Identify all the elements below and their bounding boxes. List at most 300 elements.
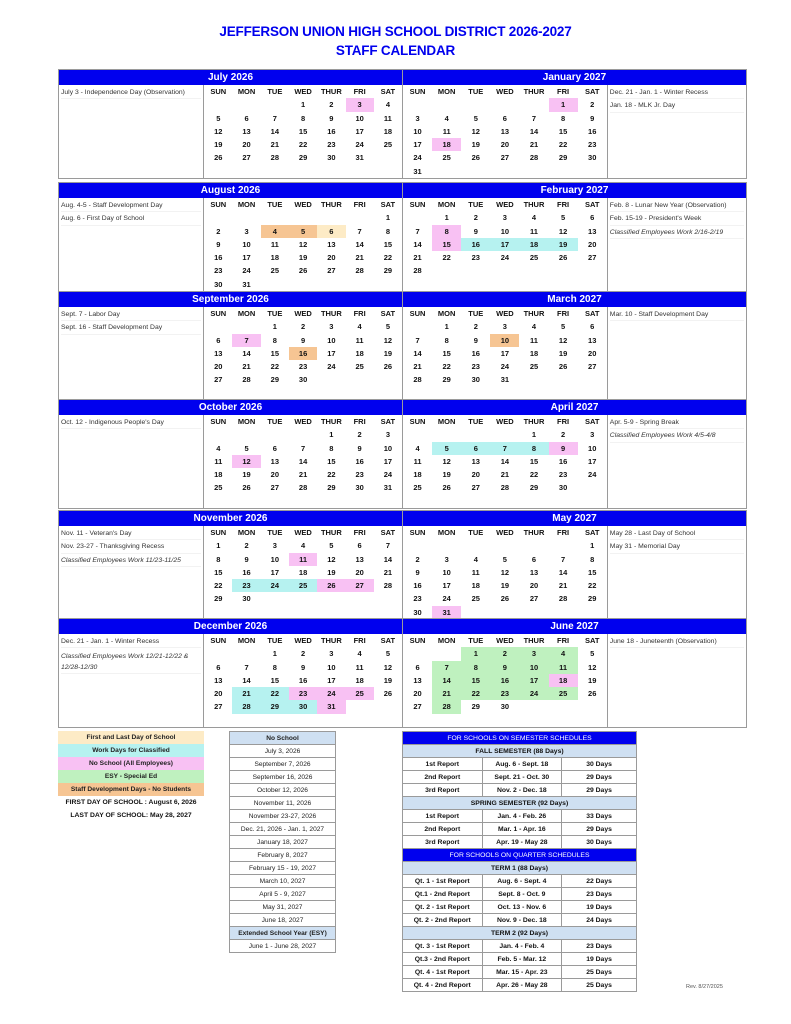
month-notes	[608, 198, 746, 291]
week-row	[204, 481, 402, 494]
day-cell: 12	[383, 662, 393, 672]
day-cell: 4	[301, 541, 306, 551]
empty-cell	[490, 428, 519, 441]
day-cell: 5	[561, 322, 566, 332]
schedule-days: 19 Days	[562, 953, 637, 966]
day-cell: 1	[272, 322, 277, 332]
empty-cell	[432, 539, 461, 552]
week-row-empty	[403, 495, 607, 508]
day-cell: 3	[444, 554, 449, 564]
day-cell: 16	[355, 456, 364, 466]
schedule-days: 30 Days	[562, 758, 637, 771]
day-cell: 29	[529, 483, 539, 493]
schedule-row	[403, 771, 637, 784]
day-cell: 11	[383, 113, 392, 123]
weekday-header: THUR	[320, 309, 342, 318]
day-cell: 22	[442, 362, 451, 372]
day-cell: 23	[214, 266, 223, 276]
day-cell: 26	[383, 362, 393, 372]
weekday-header: WED	[496, 200, 514, 209]
schedule-row	[403, 940, 637, 953]
day-cell: 10	[500, 226, 510, 236]
month-note: Feb. 8 - Lunar New Year (Observation)	[610, 199, 744, 212]
day-cell: 28	[383, 581, 393, 591]
month-title: November 2026	[59, 511, 402, 526]
weekday-header: THUR	[523, 200, 545, 209]
calendar-grid	[203, 198, 402, 291]
schedule-row	[403, 914, 637, 927]
empty-cell	[289, 592, 317, 605]
day-cell: 31	[413, 166, 422, 176]
day-cell: 18	[432, 138, 461, 151]
day-cell: 17	[383, 456, 393, 466]
weekday-header: SUN	[210, 200, 227, 209]
month-notes	[608, 634, 746, 727]
day-cell: 9	[216, 239, 221, 249]
day-cell: 19	[242, 470, 251, 480]
empty-cell	[346, 373, 374, 386]
empty-cell	[578, 264, 607, 277]
day-cell: 4	[549, 647, 578, 660]
month-note: Oct. 12 - Indigenous People's Day	[61, 416, 201, 429]
day-cell: 27	[529, 594, 539, 604]
weekday-header: MON	[237, 87, 256, 96]
day-cell: 8	[301, 113, 306, 123]
schedule-dates: Jan. 4 - Feb. 26	[482, 810, 562, 823]
day-cell: 7	[385, 541, 390, 551]
weekday-header: FRI	[557, 636, 570, 645]
week-row	[204, 211, 402, 224]
week-row	[204, 112, 402, 125]
month-note: Apr. 5-9 - Spring Break	[610, 416, 744, 429]
weekday-header: THUR	[523, 636, 545, 645]
month-title: February 2027	[403, 183, 746, 198]
weekday-header: SUN	[210, 417, 227, 426]
day-cell: 7	[490, 442, 519, 455]
empty-cell	[549, 165, 578, 178]
day-cell: 24	[588, 470, 597, 480]
day-cell: 9	[329, 113, 334, 123]
week-row	[403, 320, 607, 333]
no-school-date: September 7, 2026	[230, 758, 336, 771]
weekday-header: SUN	[409, 87, 426, 96]
month-february-2027	[402, 182, 747, 292]
month-note: Aug. 6 - First Day of School	[61, 212, 201, 225]
day-cell: 29	[471, 702, 480, 712]
day-cell: 6	[216, 662, 221, 672]
day-cell: 8	[561, 113, 566, 123]
day-cell: 19	[471, 140, 480, 150]
legend-classified-work: Work Days for Classified	[58, 744, 204, 757]
day-cell: 3	[272, 541, 277, 551]
day-cell: 13	[242, 126, 251, 136]
schedule-dates: Mar. 15 - Apr. 23	[482, 966, 562, 979]
schedule-row	[403, 823, 637, 836]
weekday-header: WED	[294, 636, 312, 645]
day-cell: 28	[413, 266, 422, 276]
day-cell: 8	[272, 335, 277, 345]
day-cell: 23	[558, 470, 568, 480]
empty-cell	[374, 373, 402, 386]
schedule-days: 25 Days	[562, 979, 637, 992]
week-row	[403, 428, 607, 441]
day-cell: 12	[327, 554, 336, 564]
day-cell: 17	[588, 456, 597, 466]
day-cell: 13	[413, 675, 422, 685]
schedule-dates: Sept. 21 - Oct. 30	[482, 771, 562, 784]
day-cell: 22	[298, 140, 308, 150]
day-cell: 1	[444, 322, 449, 332]
weekday-header: FRI	[557, 200, 570, 209]
month-title: September 2026	[59, 292, 402, 307]
schedule-days: 25 Days	[562, 966, 637, 979]
day-cell: 18	[298, 567, 308, 577]
empty-cell	[519, 373, 548, 386]
day-cell: 9	[244, 554, 249, 564]
schedule-period: Qt. 1 - 1st Report	[403, 875, 483, 888]
day-cell: 20	[214, 689, 223, 699]
week-row	[204, 687, 402, 700]
day-cell: 1	[216, 541, 221, 551]
week-row	[204, 455, 402, 468]
day-cell: 15	[327, 456, 336, 466]
empty-cell	[261, 98, 289, 111]
day-cell: 10	[442, 567, 451, 577]
day-cell: 1	[385, 213, 390, 223]
day-cell: 12	[383, 335, 393, 345]
day-cell: 9	[549, 442, 578, 455]
weekday-header: SAT	[584, 417, 600, 426]
week-row	[403, 125, 607, 138]
day-cell: 11	[442, 126, 451, 136]
month-notes	[59, 526, 203, 619]
day-cell: 22	[442, 253, 451, 263]
day-cell: 28	[355, 266, 364, 276]
day-cell: 26	[558, 362, 568, 372]
weekday-header: MON	[437, 200, 456, 209]
schedule-days: 23 Days	[562, 940, 637, 953]
empty-cell	[490, 264, 519, 277]
day-cell: 12	[471, 126, 480, 136]
calendar-grid	[203, 634, 402, 727]
schedule-row	[403, 875, 637, 888]
day-cell: 21	[558, 581, 568, 591]
day-cell: 26	[500, 594, 510, 604]
day-cell: 5	[385, 649, 390, 659]
day-cell: 17	[327, 675, 336, 685]
calendar-grid	[203, 307, 402, 400]
day-cell: 14	[355, 239, 364, 249]
day-cell: 18	[355, 348, 364, 358]
weekday-header: SAT	[584, 200, 600, 209]
weekday-header: TUE	[267, 200, 283, 209]
day-cell: 14	[558, 567, 568, 577]
day-cell: 21	[413, 253, 422, 263]
day-cell: 14	[242, 675, 251, 685]
day-cell: 15	[298, 126, 308, 136]
day-cell: 28	[270, 153, 279, 163]
week-row	[204, 334, 402, 347]
day-cell: 2	[216, 226, 221, 236]
weekday-header: SAT	[380, 309, 396, 318]
empty-cell	[578, 481, 607, 494]
day-cell: 29	[214, 594, 223, 604]
day-cell: 6	[357, 541, 362, 551]
empty-cell	[403, 647, 432, 660]
week-row	[204, 566, 402, 579]
empty-cell	[317, 278, 345, 291]
day-cell: 26	[471, 153, 480, 163]
week-row	[204, 661, 402, 674]
day-cell: 30	[500, 702, 510, 712]
calendar-grid	[203, 85, 402, 178]
day-cell: 12	[298, 239, 308, 249]
day-cell: 28	[298, 483, 308, 493]
day-cell: 13	[327, 239, 336, 249]
day-cell: 13	[588, 226, 597, 236]
week-row	[204, 579, 402, 592]
day-cell: 22	[529, 470, 539, 480]
day-cell: 14	[242, 348, 251, 358]
week-row	[204, 553, 402, 566]
weekday-header: FRI	[353, 309, 366, 318]
day-cell: 2	[473, 213, 478, 223]
empty-cell	[374, 151, 402, 164]
spring-semester-header: SPRING SEMESTER (92 Days)	[403, 797, 637, 810]
day-cell: 9	[590, 113, 595, 123]
schedule-row	[403, 888, 637, 901]
last-day-of-school: LAST DAY OF SCHOOL: May 28, 2027	[58, 809, 204, 822]
month-note: Feb. 15-19 - President's Week	[610, 212, 744, 225]
month-title: April 2027	[403, 400, 746, 415]
week-row	[403, 347, 607, 360]
day-cell: 21	[432, 687, 461, 700]
empty-cell	[261, 278, 289, 291]
day-cell: 23	[490, 687, 519, 700]
schedule-period: 2nd Report	[403, 771, 483, 784]
legend-esy: ESY - Special Ed	[58, 770, 204, 783]
weekday-header: SUN	[409, 417, 426, 426]
month-april-2027	[402, 399, 747, 509]
day-cell: 4	[216, 443, 221, 453]
weekday-header: SAT	[584, 87, 600, 96]
day-cell: 8	[385, 226, 390, 236]
day-cell: 29	[588, 594, 597, 604]
week-row	[403, 539, 607, 552]
day-cell: 15	[270, 348, 279, 358]
month-note: Classified Employees Work 4/5-4/8	[610, 429, 744, 442]
day-cell: 7	[272, 113, 277, 123]
no-school-date: June 18, 2027	[230, 914, 336, 927]
calendar-grid	[403, 634, 608, 727]
week-row-empty	[403, 278, 607, 291]
month-notes	[608, 307, 746, 400]
week-row	[204, 468, 402, 481]
day-cell: 16	[490, 674, 519, 687]
empty-cell	[204, 320, 232, 333]
day-cell: 31	[355, 153, 364, 163]
week-row	[403, 468, 607, 481]
month-title: January 2027	[403, 70, 746, 85]
day-cell: 10	[270, 554, 279, 564]
month-note: Nov. 23-27 - Thanksgiving Recess	[61, 540, 201, 553]
day-cell: 8	[519, 442, 548, 455]
day-cell: 11	[530, 335, 538, 345]
schedule-period: 3rd Report	[403, 836, 483, 849]
day-cell: 7	[415, 226, 420, 236]
day-cell: 6	[317, 225, 345, 238]
empty-cell	[232, 320, 260, 333]
day-cell: 19	[383, 348, 393, 358]
day-cell: 17	[413, 140, 422, 150]
month-note: Sept. 16 - Staff Development Day	[61, 321, 201, 334]
week-row	[403, 360, 607, 373]
no-school-date: February 8, 2027	[230, 849, 336, 862]
day-cell: 3	[502, 213, 507, 223]
week-row	[403, 566, 607, 579]
schedule-dates: Feb. 5 - Mar. 12	[482, 953, 562, 966]
day-cell: 25	[346, 687, 374, 700]
day-cell: 4	[357, 322, 362, 332]
day-cell: 25	[289, 579, 317, 592]
day-cell: 5	[561, 213, 566, 223]
empty-cell	[204, 647, 232, 660]
empty-cell	[461, 98, 490, 111]
day-cell: 3	[502, 322, 507, 332]
day-cell: 3	[329, 322, 334, 332]
day-cell: 4	[444, 113, 449, 123]
day-cell: 17	[490, 238, 519, 251]
empty-cell	[578, 373, 607, 386]
day-cell: 9	[473, 226, 478, 236]
month-notes	[59, 307, 203, 400]
week-row	[403, 553, 607, 566]
empty-cell	[403, 428, 432, 441]
day-cell: 24	[355, 140, 364, 150]
term1-header: TERM 1 (88 Days)	[403, 862, 637, 875]
day-cell: 22	[327, 470, 336, 480]
day-cell: 2	[561, 430, 566, 440]
month-august-2026	[58, 182, 403, 292]
empty-cell	[490, 165, 519, 178]
day-cell: 8	[590, 554, 595, 564]
empty-cell	[261, 592, 289, 605]
month-notes	[59, 85, 203, 178]
day-cell: 4	[261, 225, 289, 238]
day-cell: 23	[588, 140, 597, 150]
month-notes	[59, 198, 203, 291]
weekday-header: FRI	[353, 417, 366, 426]
day-cell: 20	[500, 140, 510, 150]
empty-cell	[403, 320, 432, 333]
month-notes	[608, 85, 746, 178]
schedule-days: 24 Days	[562, 914, 637, 927]
day-cell: 16	[327, 126, 336, 136]
day-cell: 7	[531, 113, 537, 123]
day-cell: 11	[355, 335, 364, 345]
week-row	[204, 360, 402, 373]
day-cell: 21	[500, 470, 510, 480]
day-cell: 30	[355, 483, 364, 493]
day-cell: 30	[588, 153, 597, 163]
day-cell: 6	[461, 442, 490, 455]
empty-cell	[289, 428, 317, 441]
day-cell: 18	[214, 470, 223, 480]
day-cell: 9	[357, 443, 362, 453]
weekday-header: TUE	[468, 309, 484, 318]
day-cell: 19	[214, 140, 223, 150]
empty-cell	[232, 428, 260, 441]
day-cell: 6	[531, 554, 537, 564]
day-cell: 29	[442, 375, 451, 385]
day-cell: 2	[490, 647, 519, 660]
day-cell: 7	[415, 335, 420, 345]
schedule-period: Qt. 2 - 1st Report	[403, 901, 483, 914]
day-cell: 27	[214, 702, 223, 712]
empty-cell	[432, 647, 461, 660]
day-cell: 31	[500, 375, 510, 385]
week-row	[403, 674, 607, 687]
day-cell: 10	[383, 443, 393, 453]
day-cell: 2	[415, 554, 420, 564]
month-note: June 18 - Juneteenth (Observation)	[610, 635, 744, 648]
day-cell: 20	[588, 348, 597, 358]
empty-cell	[432, 264, 461, 277]
empty-cell	[317, 211, 345, 224]
week-row	[403, 334, 607, 347]
day-cell: 24	[500, 253, 510, 263]
week-row	[403, 687, 607, 700]
day-cell: 3	[519, 647, 548, 660]
day-cell: 27	[270, 483, 279, 493]
weekday-header: WED	[294, 528, 312, 537]
day-cell: 1	[329, 430, 334, 440]
weekday-header: SAT	[380, 636, 396, 645]
week-row	[403, 661, 607, 674]
day-cell: 28	[558, 594, 568, 604]
empty-cell	[204, 98, 232, 111]
empty-cell	[578, 700, 607, 713]
calendar-subtitle: STAFF CALENDAR	[335, 43, 456, 58]
day-cell: 25	[413, 483, 422, 493]
day-cell: 30	[214, 279, 223, 289]
day-cell: 15	[214, 567, 223, 577]
day-cell: 30	[289, 700, 317, 713]
no-school-table	[229, 731, 336, 953]
day-cell: 13	[500, 126, 510, 136]
day-cell: 28	[432, 700, 461, 713]
weekday-header: WED	[294, 309, 312, 318]
day-cell: 1	[272, 649, 277, 659]
weekday-header: THUR	[523, 528, 545, 537]
day-cell: 7	[244, 662, 249, 672]
day-cell: 4	[531, 322, 537, 332]
weekday-header: FRI	[557, 528, 570, 537]
weekday-header: TUE	[468, 528, 484, 537]
day-cell: 30	[242, 594, 251, 604]
day-cell: 31	[383, 483, 393, 493]
day-cell: 8	[216, 554, 221, 564]
day-cell: 26	[383, 689, 393, 699]
empty-cell	[432, 428, 461, 441]
day-cell: 6	[272, 443, 277, 453]
week-row	[204, 98, 402, 111]
week-row	[403, 138, 607, 151]
week-row	[204, 151, 402, 164]
day-cell: 22	[383, 253, 393, 263]
day-cell: 13	[214, 675, 223, 685]
empty-cell	[549, 539, 578, 552]
